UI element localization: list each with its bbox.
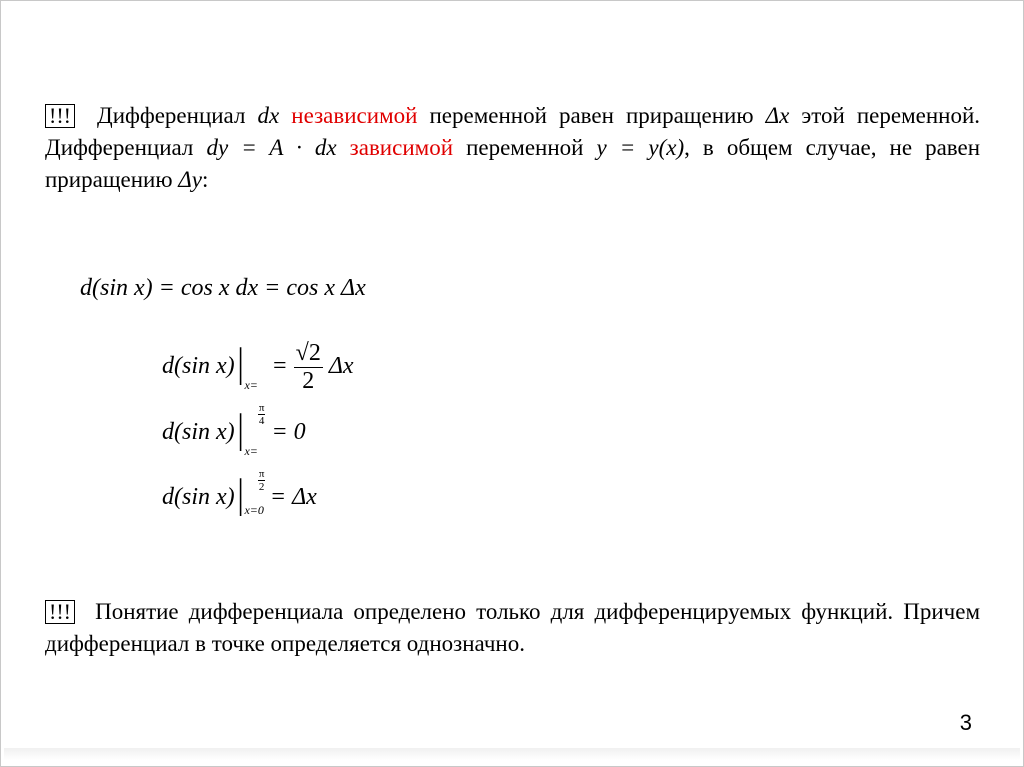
fraction — [294, 340, 323, 395]
paragraph-1 — [45, 100, 980, 196]
page-number: 3 — [959, 710, 972, 735]
formula-4 — [162, 469, 317, 518]
formula-rhs: = 0 — [271, 419, 306, 445]
math-dy: dy = A · dx — [206, 135, 337, 160]
sub-num: π — [258, 402, 265, 415]
exclamation-marker-icon: !!! — [45, 104, 75, 128]
formula-lhs: d(sin x) — [162, 419, 235, 445]
formula-rhs: = cos x dx = cos x Δx — [158, 275, 366, 301]
eval-bar-icon: | — [235, 338, 245, 386]
eval-bar-icon: | — [235, 404, 245, 452]
formula-subscript: x=0 — [244, 503, 264, 517]
paragraph-2-block — [45, 596, 980, 660]
eval-bar-icon: | — [235, 469, 245, 517]
fraction-denominator: 2 — [302, 368, 315, 394]
text: Дифференциал — [45, 135, 194, 160]
math-delta-x: Δx — [765, 103, 790, 128]
sub-var: x= — [244, 444, 258, 458]
sub-den: 2 — [258, 481, 265, 493]
paragraph-2-text: Понятие дифференциала определено только для дифференцируемых функций. Причем дифференциал в точке определяется однозначно. — [45, 599, 981, 656]
sub-var: x= — [244, 378, 258, 393]
fraction-numerator: √2 — [295, 340, 321, 366]
text: переменной равен приращению — [429, 103, 754, 128]
equals: = — [271, 353, 288, 380]
text: переменной — [466, 135, 584, 160]
formula-lhs: d(sin x) — [162, 353, 235, 380]
text: : — [202, 167, 209, 192]
math-dx: dx — [257, 103, 280, 128]
formula-lhs: d(sin x) — [162, 484, 235, 510]
paragraph-2 — [45, 596, 980, 660]
formula-tail: Δx — [328, 353, 354, 380]
math-delta-y: Δy — [178, 167, 203, 192]
slide-content — [45, 100, 980, 196]
sub-num: π — [258, 468, 265, 480]
highlight-independent: независимой — [291, 103, 418, 128]
exclamation-marker-icon: !!! — [45, 600, 75, 624]
text: , в общем случае, не равен приращению — [45, 135, 981, 192]
formula-lhs: d(sin x) — [80, 275, 153, 301]
text: Дифференциал — [97, 103, 246, 128]
sub-den: 4 — [258, 415, 265, 428]
highlight-dependent: зависимой — [349, 135, 453, 160]
math-y-of-x: y = y(x) — [596, 135, 685, 160]
formula-rhs: = Δx — [269, 484, 317, 510]
text: этой переменной. — [801, 103, 981, 128]
slide-shadow — [4, 748, 1020, 760]
formula-1 — [80, 275, 366, 302]
